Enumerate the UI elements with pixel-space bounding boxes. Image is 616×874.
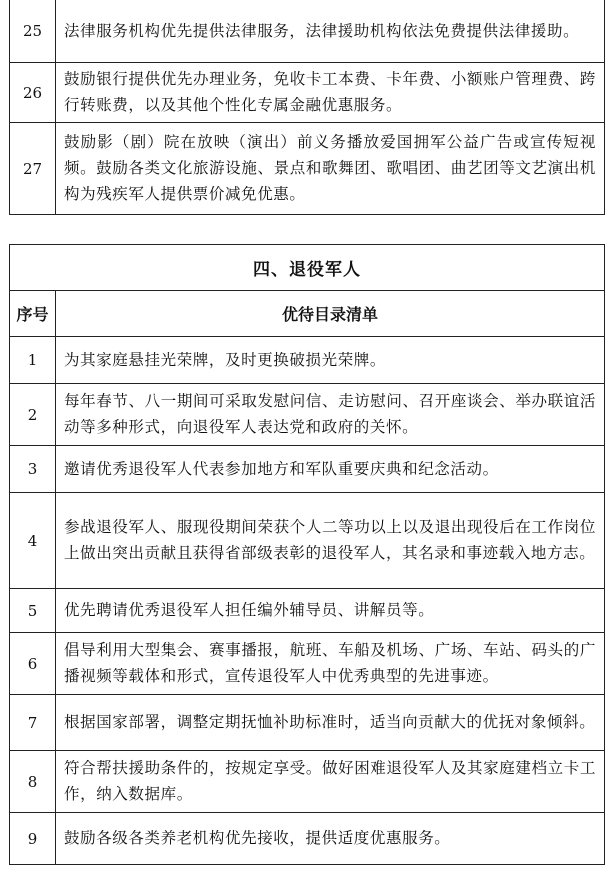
column-header-number: 序号 bbox=[10, 291, 56, 337]
table-row bbox=[10, 751, 605, 813]
row-text: 每年春节、八一期间可采取发慰问信、走访慰问、召开座谈会、举办联谊活动等多种形式，向退役军人表达党和政府的关怀。 bbox=[56, 384, 605, 446]
veterans-benefits-table bbox=[9, 244, 605, 865]
row-text: 鼓励各级各类养老机构优先接收，提供适度优惠服务。 bbox=[56, 813, 605, 865]
row-text: 倡导利用大型集会、赛事播报，航班、车船及机场、广场、车站、码头的广播视频等载体和形式，宣传退役军人中优秀典型的先进事迹。 bbox=[56, 633, 605, 695]
table-row bbox=[10, 384, 605, 446]
row-number: 4 bbox=[10, 493, 56, 589]
row-text: 优先聘请优秀退役军人担任编外辅导员、讲解员等。 bbox=[56, 589, 605, 633]
table-row bbox=[10, 695, 605, 751]
row-number: 3 bbox=[10, 446, 56, 493]
row-number: 8 bbox=[10, 751, 56, 813]
row-text: 根据国家部署，调整定期抚恤补助标准时，适当向贡献大的优抚对象倾斜。 bbox=[56, 695, 605, 751]
table-row bbox=[10, 0, 605, 63]
column-header-list: 优待目录清单 bbox=[56, 291, 605, 337]
table-row bbox=[10, 337, 605, 384]
table-row bbox=[10, 123, 605, 215]
table-row bbox=[10, 813, 605, 865]
row-number: 7 bbox=[10, 695, 56, 751]
column-header-row bbox=[10, 291, 605, 337]
table-row bbox=[10, 63, 605, 123]
row-text: 鼓励银行提供优先办理业务，免收卡工本费、卡年费、小额账户管理费、跨行转账费，以及其他个性化专属金融优惠服务。 bbox=[56, 63, 605, 123]
row-text: 鼓励影（剧）院在放映（演出）前义务播放爱国拥军公益广告或宣传短视频。鼓励各类文化旅游设施、景点和歌舞团、歌唱团、曲艺团等文艺演出机构为残疾军人提供票价减免优惠。 bbox=[56, 123, 605, 215]
row-text: 参战退役军人、服现役期间荣获个人二等功以上以及退出现役后在工作岗位上做出突出贡献且获得省部级表彰的退役军人，其名录和事迹载入地方志。 bbox=[56, 493, 605, 589]
row-number: 1 bbox=[10, 337, 56, 384]
row-number: 26 bbox=[10, 63, 56, 123]
table-row bbox=[10, 633, 605, 695]
row-number: 27 bbox=[10, 123, 56, 215]
row-text: 邀请优秀退役军人代表参加地方和军队重要庆典和纪念活动。 bbox=[56, 446, 605, 493]
row-number: 9 bbox=[10, 813, 56, 865]
benefits-table-continued bbox=[9, 0, 605, 215]
section-title: 四、退役军人 bbox=[10, 245, 605, 291]
row-number: 25 bbox=[10, 0, 56, 63]
row-number: 2 bbox=[10, 384, 56, 446]
row-text: 法律服务机构优先提供法律服务，法律援助机构依法免费提供法律援助。 bbox=[56, 0, 605, 63]
row-text: 符合帮扶援助条件的，按规定享受。做好困难退役军人及其家庭建档立卡工作，纳入数据库。 bbox=[56, 751, 605, 813]
table-row bbox=[10, 446, 605, 493]
row-text: 为其家庭悬挂光荣牌，及时更换破损光荣牌。 bbox=[56, 337, 605, 384]
row-number: 5 bbox=[10, 589, 56, 633]
table-row bbox=[10, 589, 605, 633]
row-number: 6 bbox=[10, 633, 56, 695]
section-title-row bbox=[10, 245, 605, 291]
table-row bbox=[10, 493, 605, 589]
